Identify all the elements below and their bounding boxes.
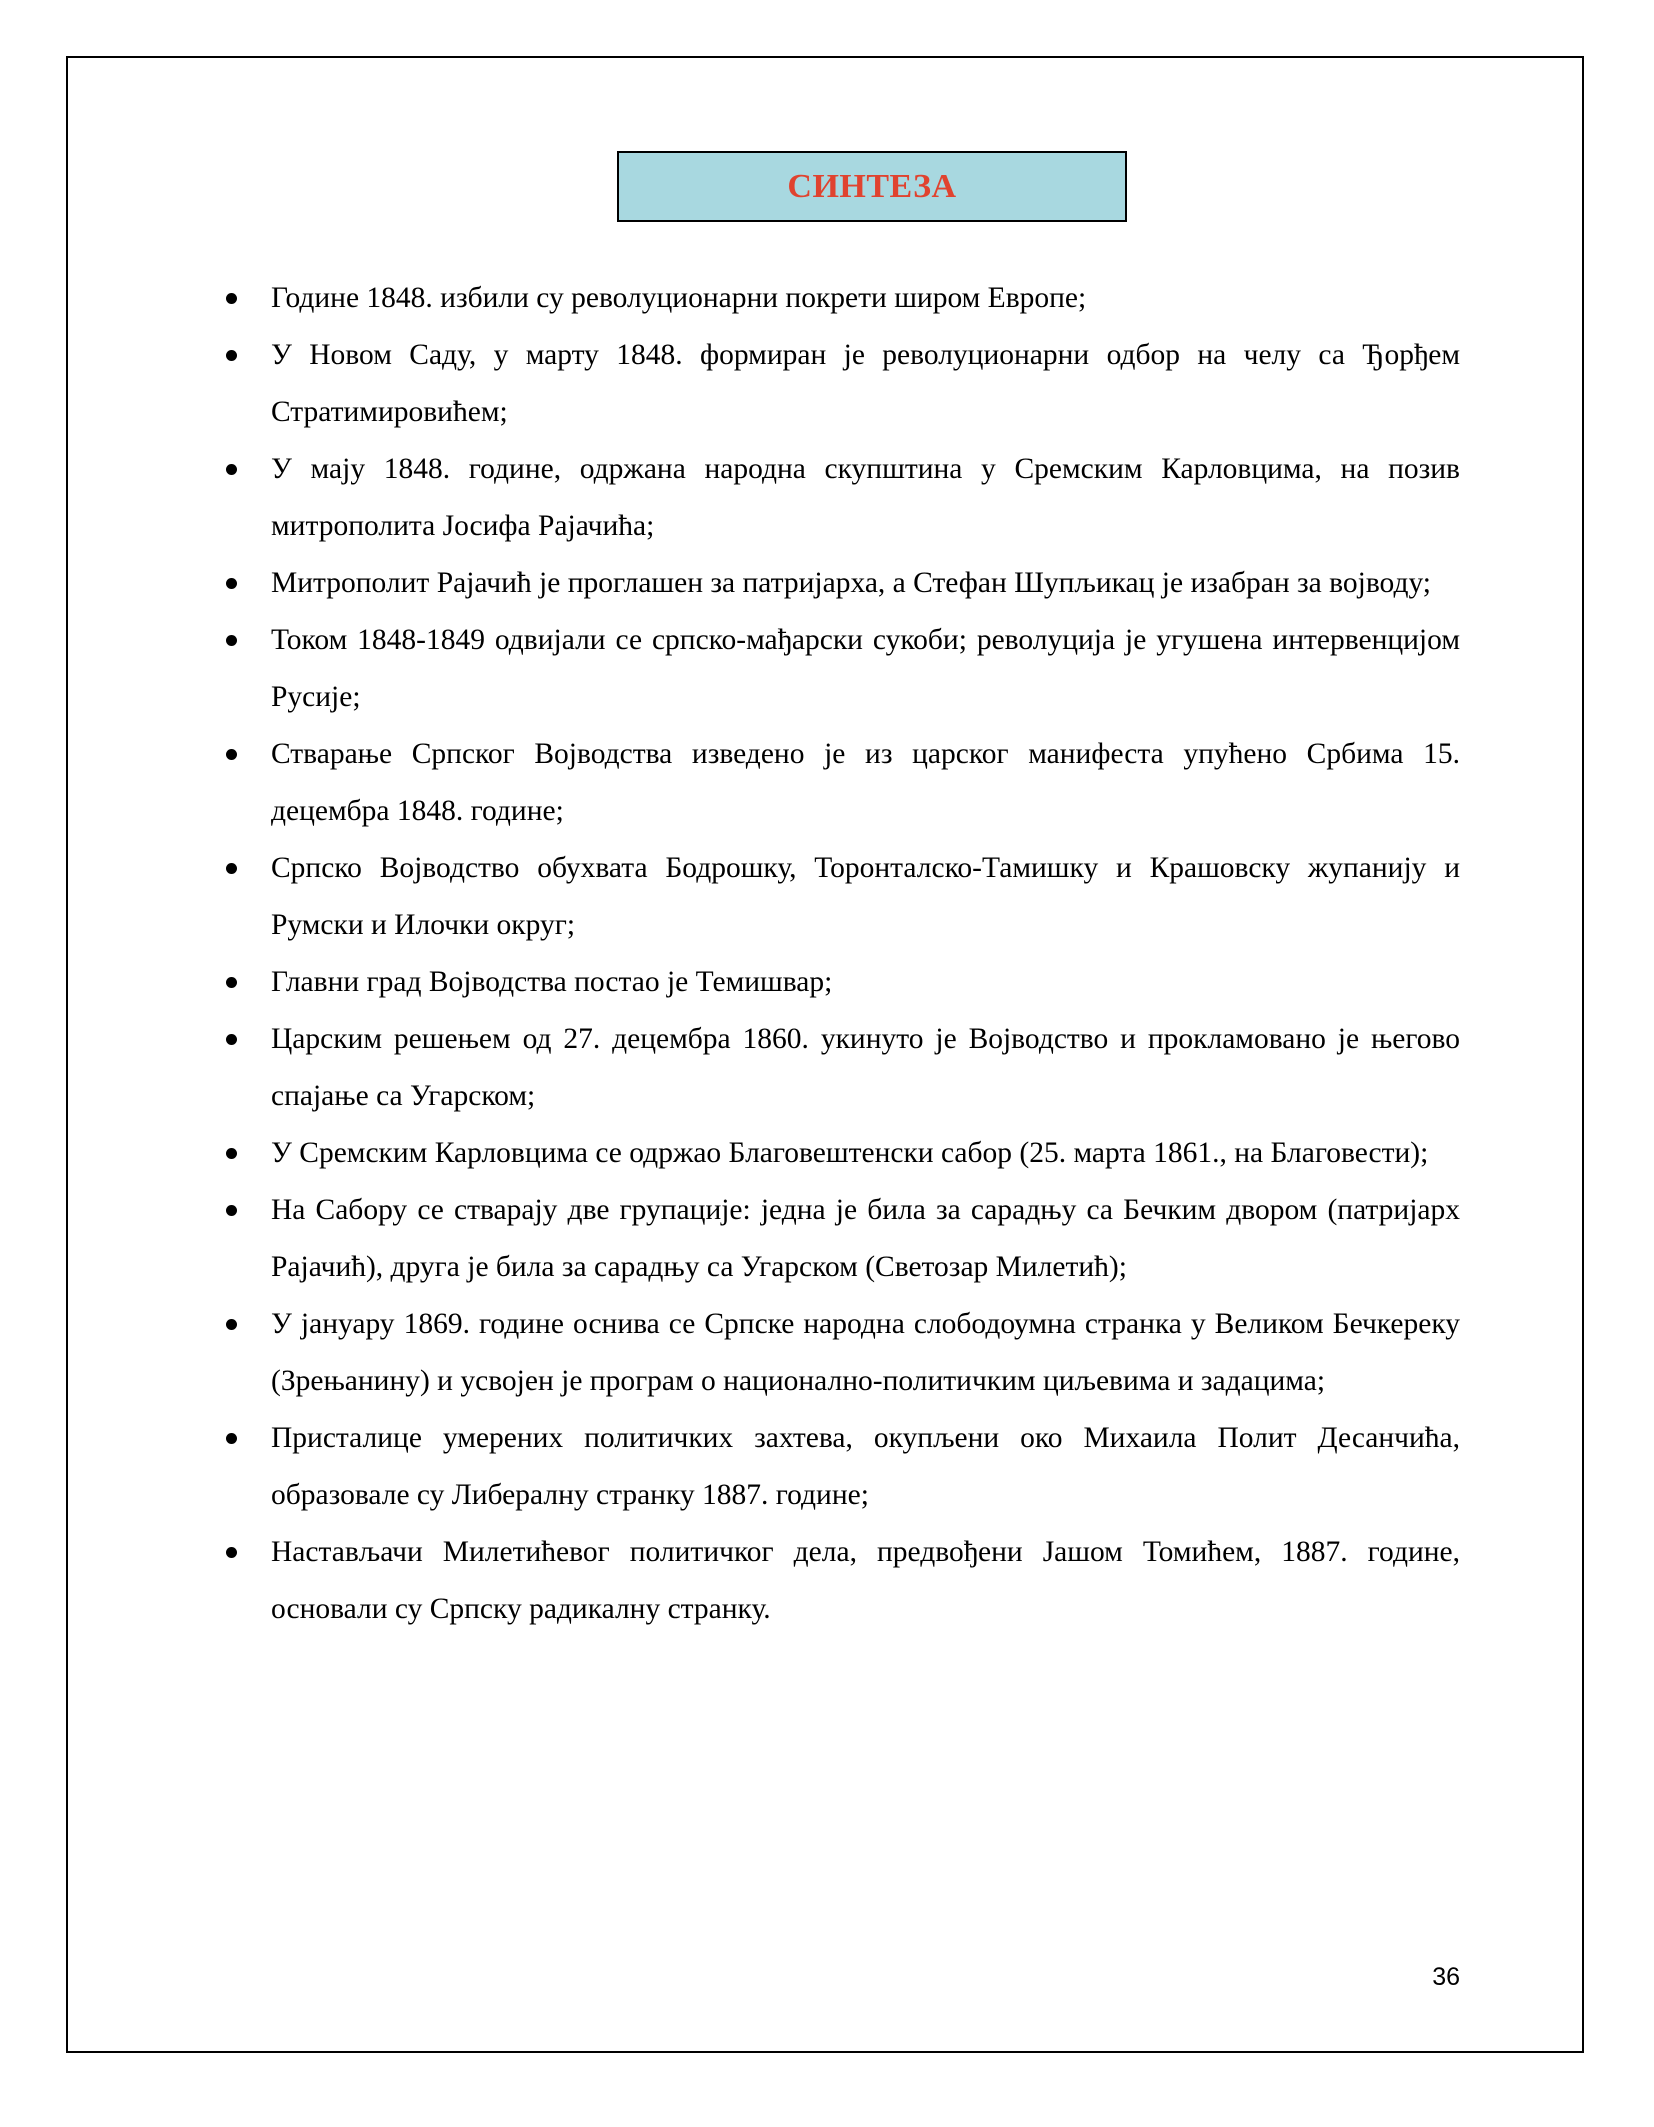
bullet-icon xyxy=(226,1410,238,1467)
bullet-icon xyxy=(226,1296,238,1353)
summary-item-text: У Сремским Карловцима се одржао Благовештенски сабор (25. марта 1861., на Благовести); xyxy=(271,1137,1429,1169)
summary-item xyxy=(222,441,1460,555)
summary-item-text: У Новом Саду, у марту 1848. формиран је револуционарни одбор на челу са Ђорђем Стратимировићем; xyxy=(271,339,1460,428)
summary-item xyxy=(222,612,1460,726)
summary-item-text: Главни град Војводства постао је Темишвар; xyxy=(271,966,833,998)
bullet-icon xyxy=(226,1125,238,1182)
page-title: СИНТЕЗА xyxy=(787,167,957,205)
summary-item-text: Стварање Српског Војводства изведено је из царског манифеста упућено Србима 15. децембра 1848. године; xyxy=(271,738,1460,827)
summary-item xyxy=(222,1125,1460,1182)
bullet-icon xyxy=(226,954,238,1011)
bullet-icon xyxy=(226,840,238,897)
summary-item-text: Присталице умерених политичких захтева, окупљени око Михаила Полит Десанчића, образовале су Либералну странку 1887. године; xyxy=(271,1422,1460,1511)
summary-item-text: На Сабору се стварају две групације: једна је била за сарадњу са Бечким двором (патријарх Рајачић), друга је била за сарадњу са Угарском (Светозар Милетић); xyxy=(271,1194,1460,1283)
summary-item-text: Године 1848. избили су револуционарни покрети широм Европе; xyxy=(271,282,1087,314)
summary-item xyxy=(222,1410,1460,1524)
bullet-icon xyxy=(226,612,238,669)
bullet-icon xyxy=(226,726,238,783)
bullet-icon xyxy=(226,441,238,498)
summary-item xyxy=(222,726,1460,840)
summary-item-text: Током 1848-1849 одвијали се српско-мађарски сукоби; револуција је угушена интервенцијом Русије; xyxy=(271,624,1460,713)
summary-item xyxy=(222,954,1460,1011)
bullet-icon xyxy=(226,1182,238,1239)
bullet-icon xyxy=(226,1011,238,1068)
title-box xyxy=(617,151,1127,222)
summary-item xyxy=(222,327,1460,441)
summary-item-text: У јануару 1869. године оснива се Српске народна слободоумна странка у Великом Бечкереку (Зрењанину) и усвојен је програм о национално-политичким циљевима и задацима; xyxy=(271,1308,1460,1397)
summary-list xyxy=(222,270,1460,1638)
summary-item xyxy=(222,1182,1460,1296)
page-number: 36 xyxy=(1432,1963,1460,1991)
bullet-icon xyxy=(226,270,238,327)
summary-item-text: Царским решењем од 27. децембра 1860. укинуто је Војводство и прокламовано је његово спајање са Угарском; xyxy=(271,1023,1460,1112)
summary-item-text: У мају 1848. године, одржана народна скупштина у Сремским Карловцима, на позив митрополита Јосифа Рајачића; xyxy=(271,453,1460,542)
bullet-icon xyxy=(226,555,238,612)
summary-item xyxy=(222,270,1460,327)
summary-item xyxy=(222,555,1460,612)
summary-item xyxy=(222,1524,1460,1638)
bullet-icon xyxy=(226,1524,238,1581)
summary-item-text: Настављачи Милетићевог политичког дела, предвођени Јашом Томићем, 1887. године, основали су Српску радикалну странку. xyxy=(271,1536,1460,1625)
summary-item-text: Српско Војводство обухвата Бодрошку, Торонталско-Тамишку и Крашовску жупанију и Румски и Илочки округ; xyxy=(271,852,1460,941)
summary-item xyxy=(222,840,1460,954)
summary-item-text: Митрополит Рајачић је проглашен за патријарха, а Стефан Шупљикац је изабран за војводу; xyxy=(271,567,1432,599)
summary-item xyxy=(222,1011,1460,1125)
summary-item xyxy=(222,1296,1460,1410)
bullet-icon xyxy=(226,327,238,384)
